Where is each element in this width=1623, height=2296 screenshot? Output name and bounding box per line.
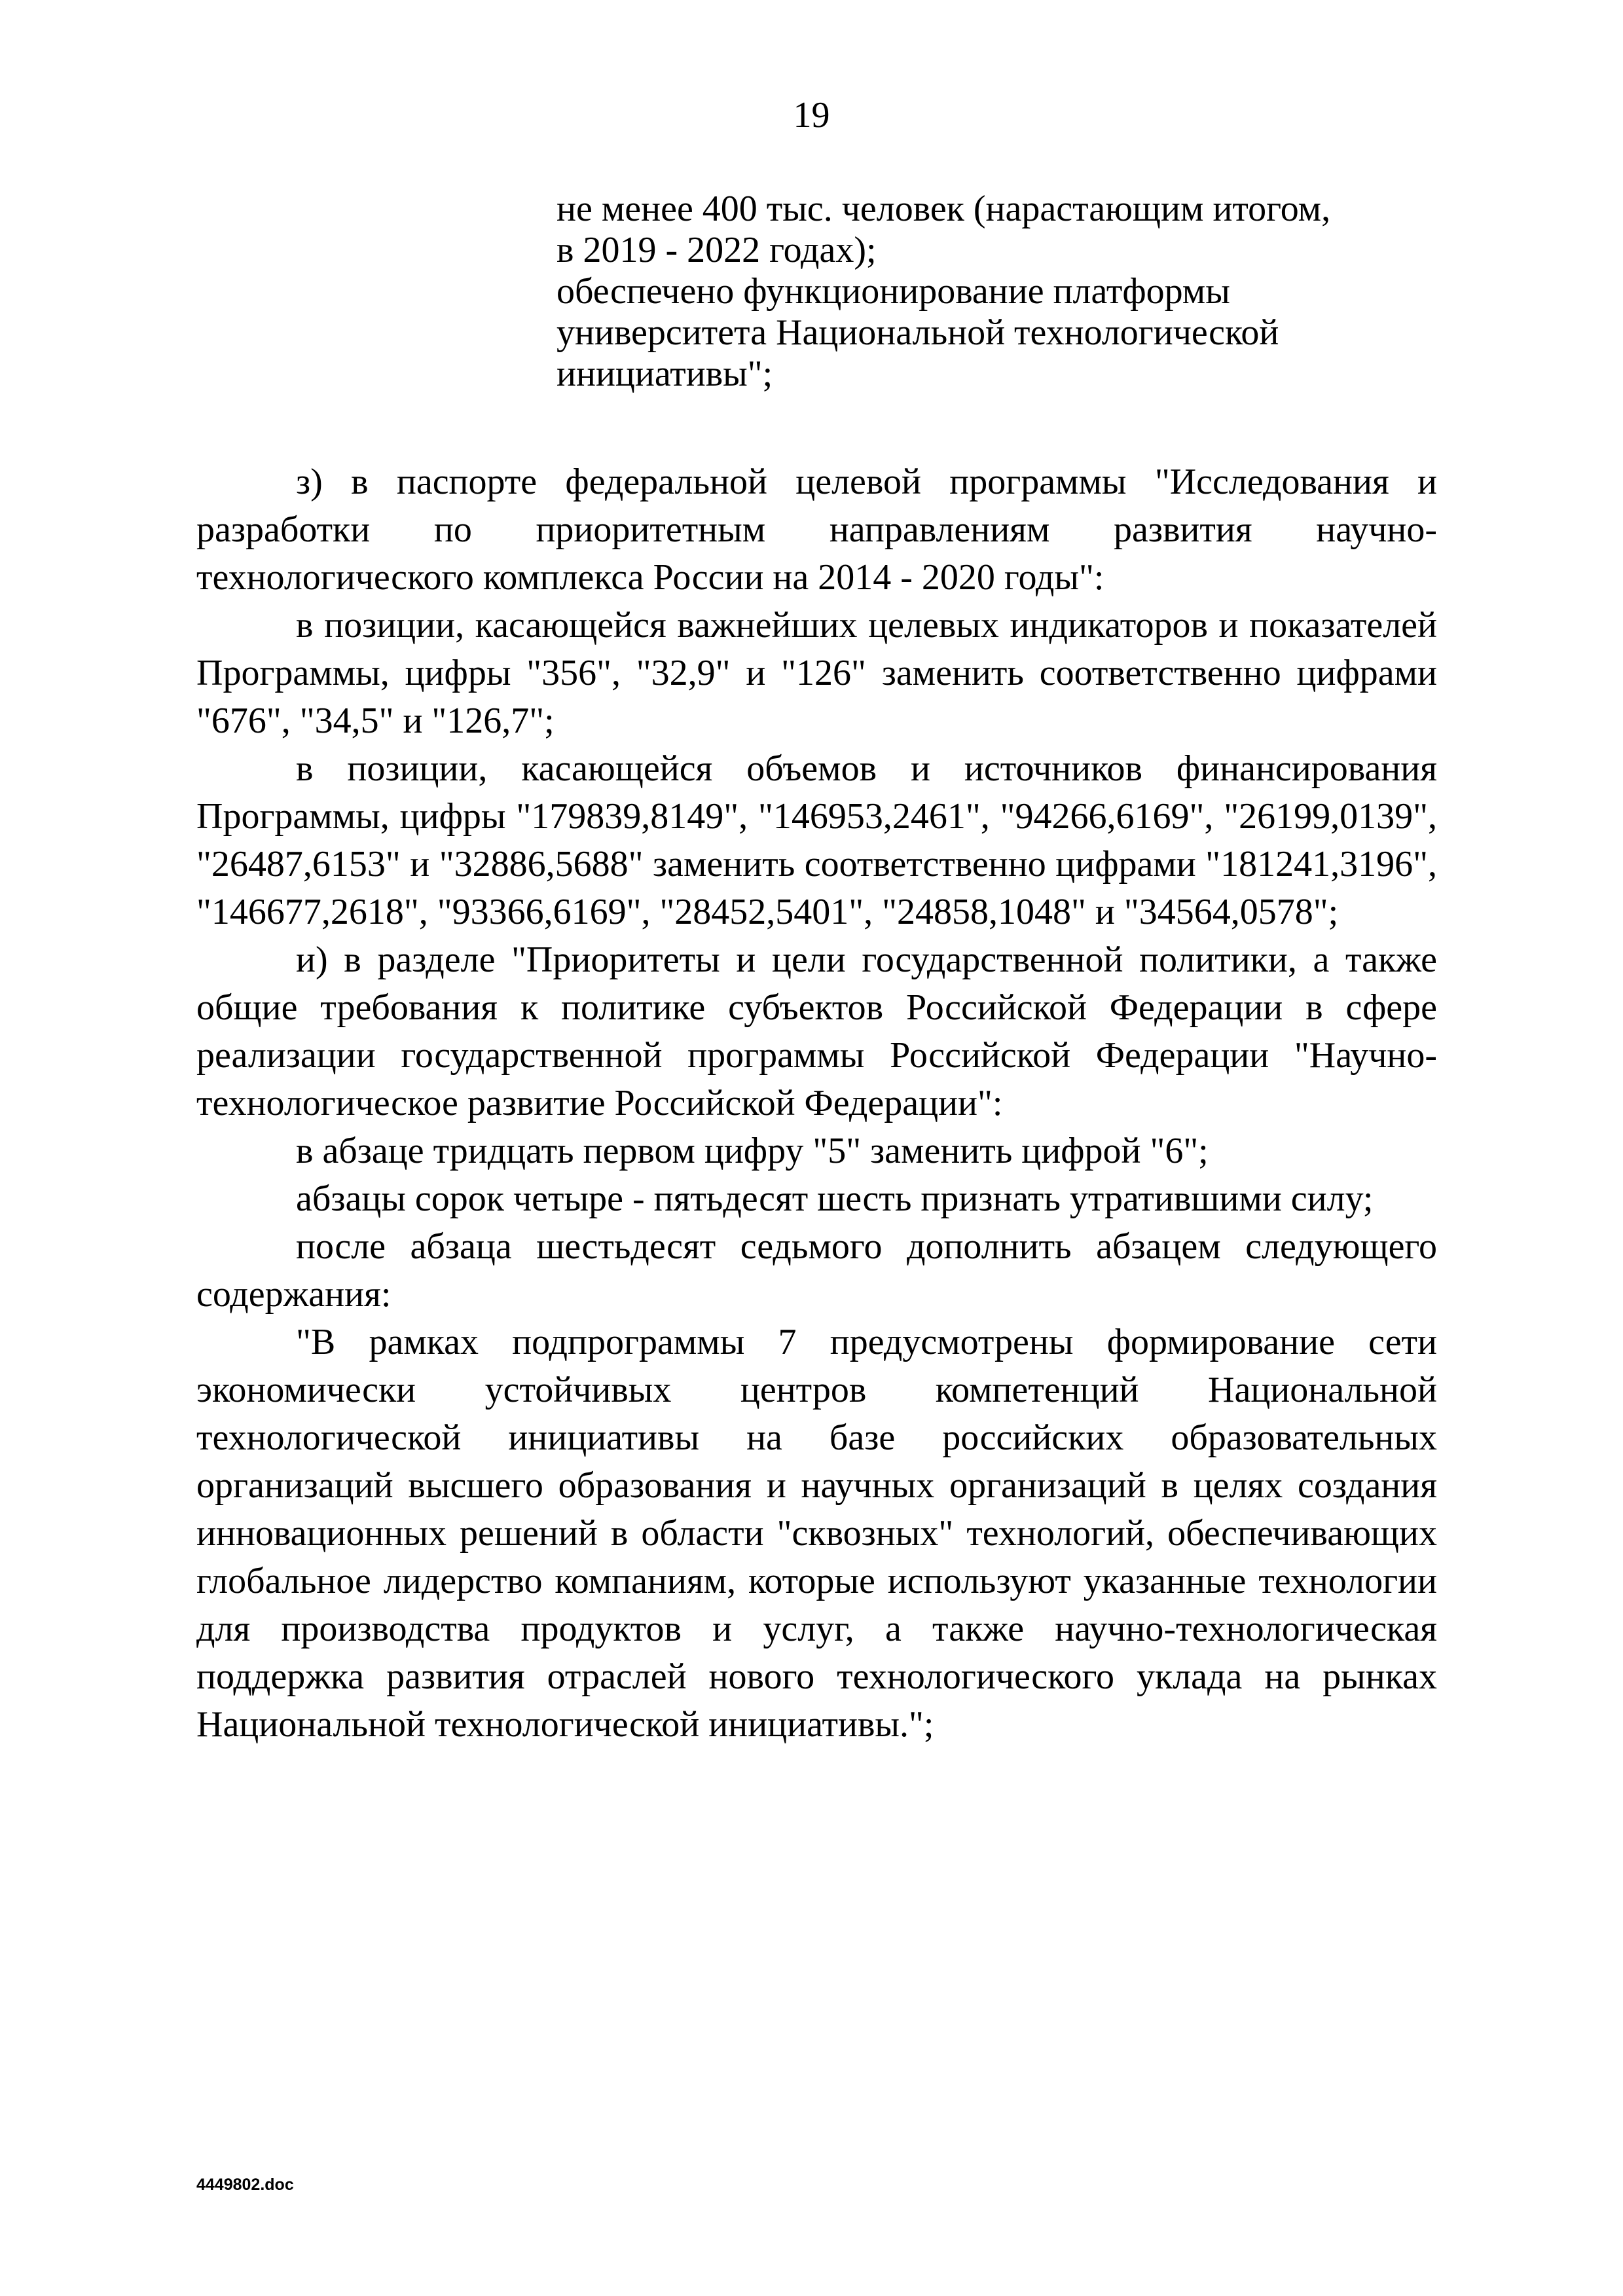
continued-quote-block (556, 189, 1434, 395)
paragraph-i-section: и) в разделе "Приоритеты и цели государственной политики, а также общие требования к политике субъектов Российской Федерации в сфере реализации государственной программы Российской Федерации "Научно-технологическое развитие Российской Федерации": (196, 939, 1437, 1123)
paragraph-financing: в позиции, касающейся объемов и источников финансирования Программы, цифры "179839,8149", "146953,2461", "94266,6169", "26199,0139", "26487,6153" и "32886,5688" заменить соответственно цифрами "181241,3196", "146677,2618", "93366,6169", "28452,5401", "24858,1048" и "34564,0578"; (196, 748, 1437, 932)
paragraph-abzac-31: в абзаце тридцать первом цифру "5" заменить цифрой "6"; (296, 1131, 1209, 1171)
paragraph-indicators: в позиции, касающейся важнейших целевых индикаторов и показателей Программы, цифры "356", "32,9" и "126" заменить соответственно цифрами "676", "34,5" и "126,7"; (196, 605, 1437, 741)
quote-line: обеспечено функционирование платформы (556, 271, 1230, 312)
paragraph-abzac-44-56: абзацы сорок четыре - пятьдесят шесть признать утратившими силу; (296, 1178, 1374, 1219)
paragraph-new-text: "В рамках подпрограммы 7 предусмотрены формирование сети экономически устойчивых центров компетенций Национальной технологической инициативы на базе российских образовательных организаций высшего образования и научных организаций в целях создания инновационных решений в области "сквозных" технологий, обеспечивающих глобальное лидерство компаниям, которые используют указанные технологии для производства продуктов и услуг, а также научно-технологическая поддержка развития отраслей нового технологического уклада на рынках Национальной технологической инициативы."; (196, 1322, 1437, 1745)
quote-line: инициативы"; (556, 354, 773, 394)
paragraph-z-passport: з) в паспорте федеральной целевой программы "Исследования и разработки по приоритетным направлениям развития научно-технологического комплекса России на 2014 - 2020 годы": (196, 462, 1437, 598)
document-body (196, 458, 1437, 1749)
document-code-footer: 4449802.doc (196, 2176, 294, 2194)
quote-line: в 2019 - 2022 годах); (556, 230, 877, 270)
quote-line: не менее 400 тыс. человек (нарастающим итогом, (556, 189, 1331, 229)
page-number: 19 (793, 95, 830, 136)
quote-line: университета Национальной технологической (556, 312, 1279, 353)
paragraph-abzac-67: после абзаца шестьдесят седьмого дополнить абзацем следующего содержания: (196, 1226, 1437, 1315)
